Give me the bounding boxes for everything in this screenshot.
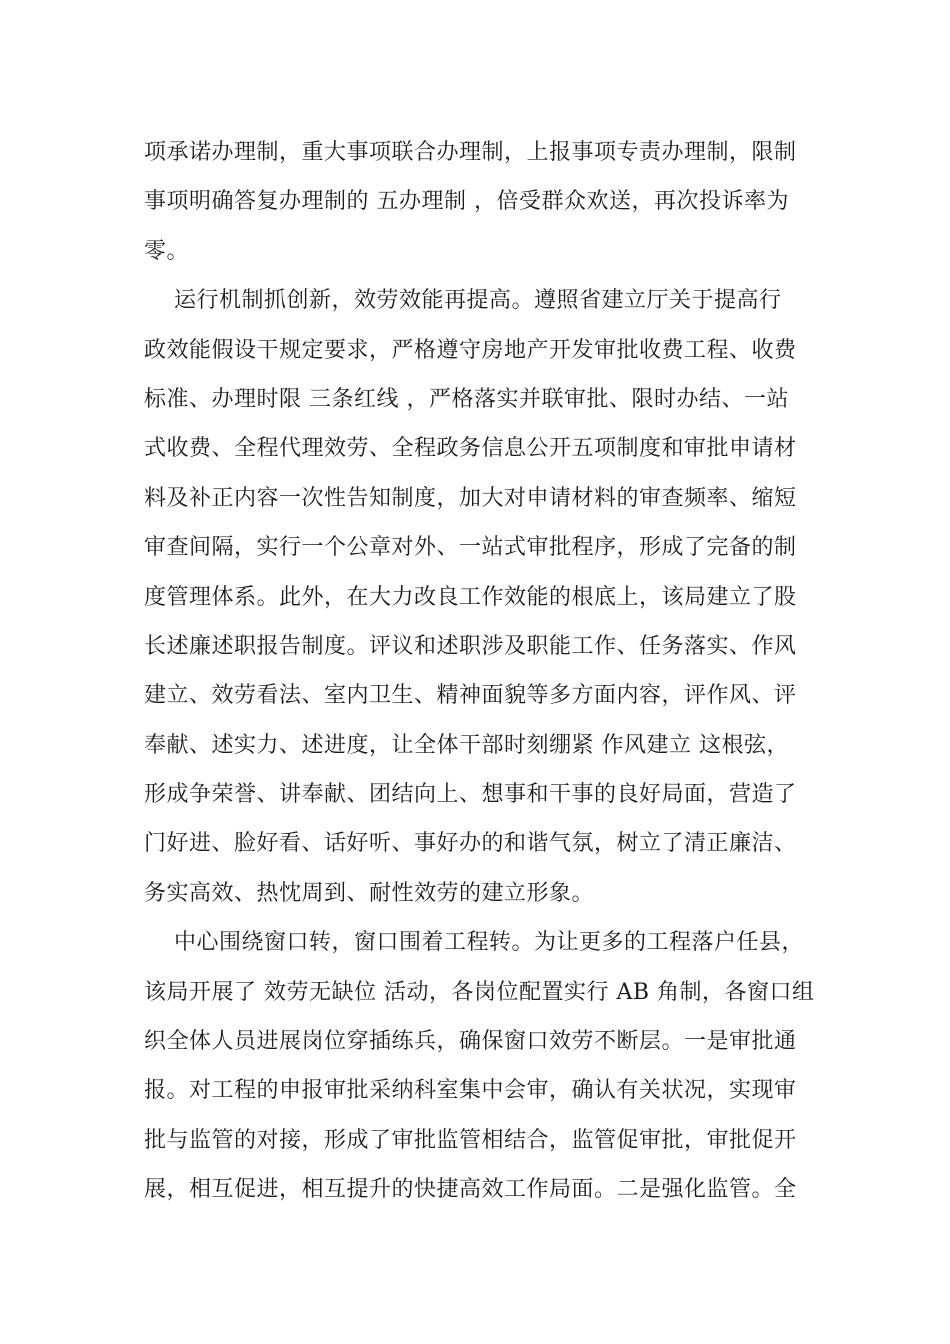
text-line: 政效能假设干规定要求，严格遵守房地产开发审批收费工程、收费 [144, 337, 797, 363]
text-line: 务实高效、热忱周到、耐性效劳的建立形象。 [144, 880, 595, 906]
text-line: 料及补正内容一次性告知制度，加大对申请材料的审查频率、缩短 [144, 485, 797, 511]
text-line: 中心围绕窗口转，窗口围着工程转。为让更多的工程落户任县， [144, 930, 804, 956]
text-line: 批与监管的对接，形成了审批监管相结合，监管促审批，审批促开 [144, 1127, 797, 1153]
text-line: 项承诺办理制，重大事项联合办理制，上报事项专责办理制，限制 [144, 140, 797, 165]
text-line: 报。对工程的申报审批采纳科室集中会审，确认有关状况，实现审 [144, 1078, 797, 1104]
text-line: 形成争荣誉、讲奉献、团结向上、想事和干事的良好局面，营造了 [144, 782, 797, 808]
text-line: 门好进、脸好看、话好听、事好办的和谐气氛，树立了清正廉洁、 [144, 831, 797, 857]
text-line: 事项明确答复办理制的 五办理制 ，倍受群众欢送，再次投诉率为 [144, 189, 789, 215]
text-line: 审查间隔，实行一个公章对外、一站式审批程序，形成了完备的制 [144, 535, 797, 561]
text-line: 长述廉述职报告制度。评议和述职涉及职能工作、任务落实、作风 [144, 633, 797, 659]
text-line: 展，相互促进，相互提升的快捷高效工作局面。二是强化监管。全 [144, 1177, 797, 1203]
text-line: 织全体人员进展岗位穿插练兵，确保窗口效劳不断层。一是审批通 [144, 1029, 797, 1055]
text-line: 运行机制抓创新，效劳效能再提高。遵照省建立厅关于提高行 [144, 288, 782, 314]
text-line: 式收费、全程代理效劳、全程政务信息公开五项制度和审批申请材 [144, 436, 797, 462]
document-body [144, 128, 814, 1215]
text-line: 建立、效劳看法、室内卫生、精神面貌等多方面内容，评作风、评 [144, 683, 797, 709]
text-line: 标准、办理时限 三条红线 ，严格落实并联审批、限时办结、一站 [144, 386, 789, 412]
text-line: 该局开展了 效劳无缺位 活动，各岗位配置实行 AB 角制，各窗口组 [144, 979, 815, 1005]
text-line: 度管理体系。此外，在大力改良工作效能的根底上，该局建立了股 [144, 584, 797, 610]
text-line: 奉献、述实力、述进度，让全体干部时刻绷紧 作风建立 这根弦， [144, 732, 789, 758]
text-line: 零。 [144, 238, 190, 264]
